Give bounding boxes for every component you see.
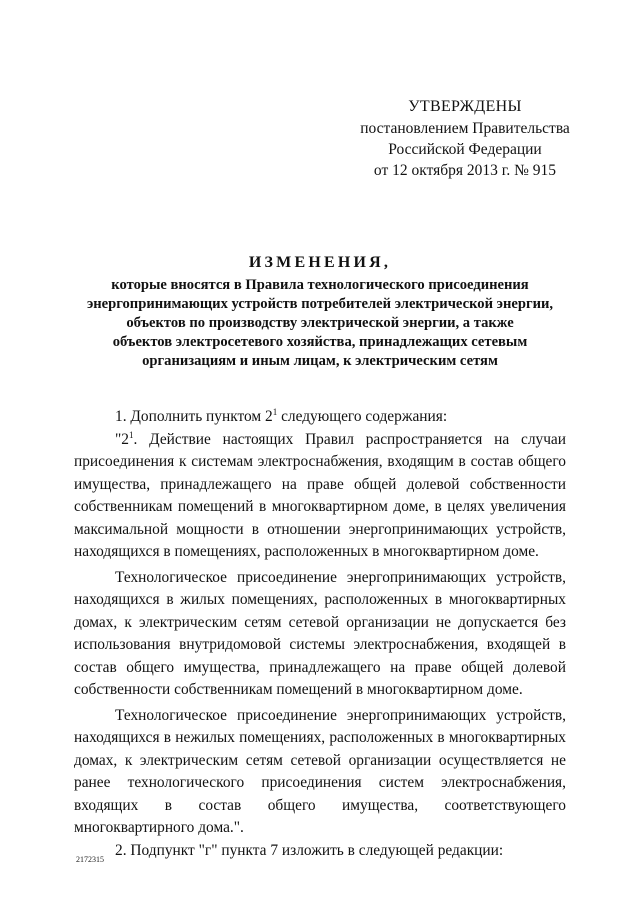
paragraph-line: входящих в состав общего имущества, соответствующего	[74, 796, 566, 814]
quote-superscript: 1	[128, 429, 134, 440]
item-2-text: 2. Подпункт "г" пункта 7 изложить в следующей редакции:	[115, 841, 504, 859]
approval-line-1: постановлением Правительства	[360, 120, 570, 137]
heading-subtitle-line: которые вносятся в Правила технологического присоединения	[111, 277, 529, 293]
document-code: 2172315	[76, 855, 104, 864]
item-1-intro-suffix: следующего содержания:	[277, 408, 448, 425]
quote-prefix: "2	[115, 430, 129, 448]
paragraph-last-line: находящихся в помещениях, расположенных в многоквартирном доме.	[74, 543, 539, 560]
paragraph-line: ранее технологического присоединения систем электроснабжения,	[74, 774, 566, 791]
heading-title: ИЗМЕНЕНИЯ,	[248, 254, 392, 271]
paragraph-first-line: Технологическое присоединение энергопринимающих устройств,	[115, 706, 566, 724]
document-heading	[60, 254, 580, 371]
paragraph-first-line: Технологическое присоединение энергопринимающих устройств,	[115, 568, 566, 586]
paragraph-line: домах, к электрическим сетям сетевой организации не допускается без	[74, 613, 566, 631]
paragraph-line: находящихся в нежилых помещениях, расположенных в многоквартирных	[74, 729, 566, 746]
paragraph-line: состав общего имущества, принадлежащего на праве общей долевой	[74, 658, 566, 676]
item-1-intro-superscript: 1	[272, 406, 278, 417]
item-1-intro-text: 1. Дополнить пунктом 2	[115, 408, 273, 425]
paragraph-line: использования внутридомовой системы электроснабжения, входящей в	[74, 636, 566, 653]
item-1-intro	[74, 406, 566, 429]
paragraph-last-line: собственности собственникам помещений в многоквартирном доме.	[74, 681, 523, 698]
approval-line-2: Российской Федерации	[388, 141, 542, 158]
approval-stamp	[340, 96, 590, 181]
heading-subtitle-line: организациям и иным лицам, к электрическим сетям	[142, 353, 498, 369]
approval-title: УТВЕРЖДЕНЫ	[408, 98, 522, 115]
quote-first-line	[74, 429, 566, 452]
paragraph-line: собственникам помещений в многоквартирном доме, в целях увеличения	[74, 498, 566, 515]
paragraph-last-line: многоквартирного дома.".	[74, 819, 244, 836]
paragraph-line: максимальной мощности в отношении энергопринимающих устройств,	[74, 520, 566, 538]
paragraph-line: имущества, принадлежащего на праве общей долевой собственности	[74, 475, 566, 493]
approval-line-3: от 12 октября 2013 г. № 915	[373, 162, 557, 179]
quote-first-line-text: . Действие настоящих Правил распространяется на случаи	[133, 430, 566, 448]
document-body	[74, 406, 566, 862]
paragraph-line: присоединения к системам электроснабжения, входящим в состав общего	[74, 453, 566, 470]
paragraph-line: находящихся в жилых помещениях, расположенных в многоквартирных	[74, 591, 566, 608]
heading-subtitle-line: объектов электросетевого хозяйства, принадлежащих сетевым	[112, 334, 528, 350]
heading-subtitle-line: объектов по производству электрической энергии, а также	[126, 315, 514, 331]
heading-subtitle-line: энергопринимающих устройств потребителей электрической энергии,	[86, 296, 554, 312]
paragraph-line: домах, к электрическим сетям сетевой организации осуществляется не	[74, 751, 566, 769]
